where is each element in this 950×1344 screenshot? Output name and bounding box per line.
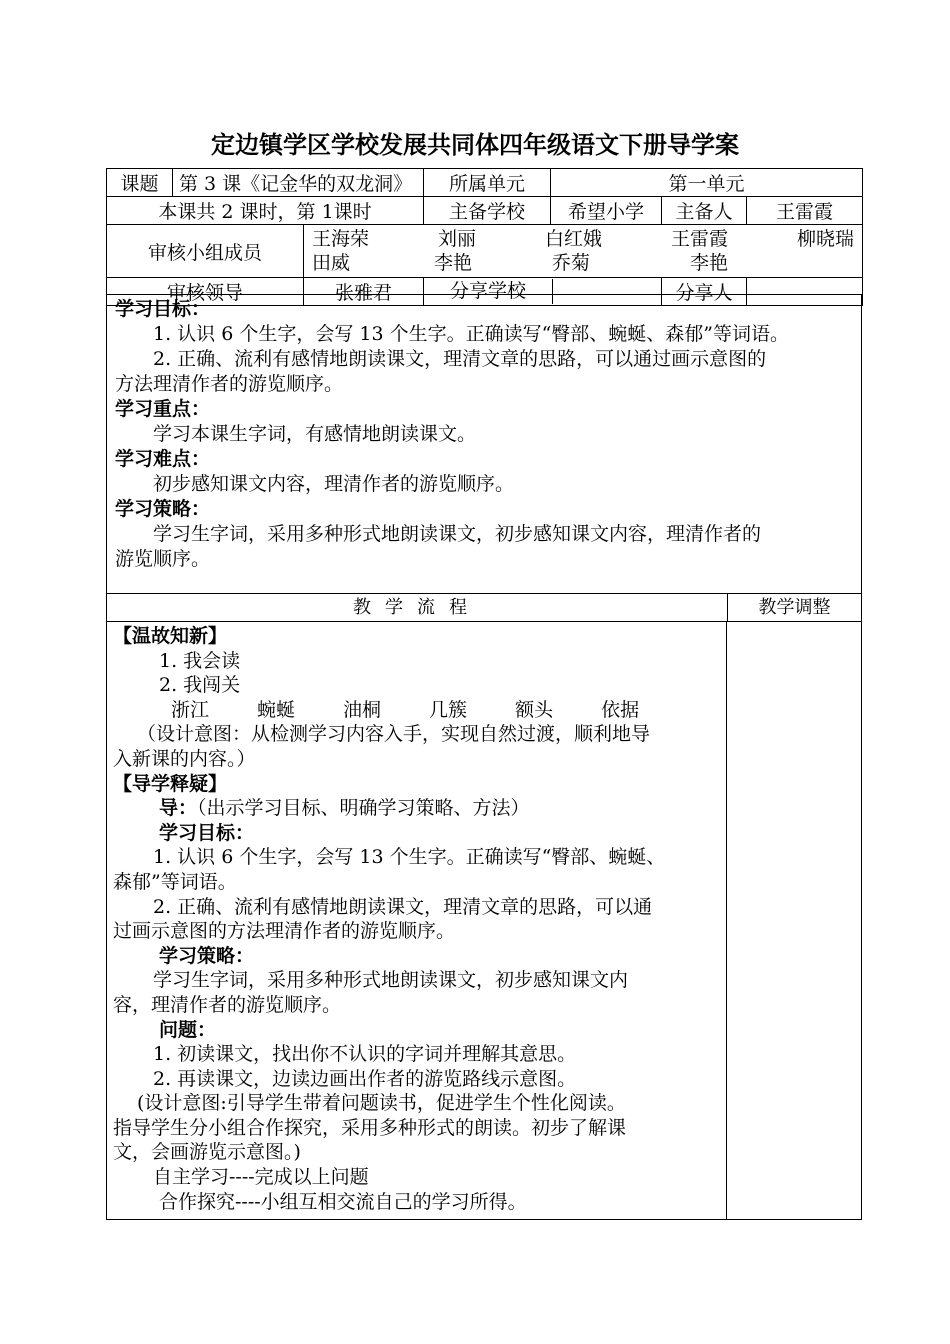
key-points-text: 学习本课生字词，有感情地朗读课文。 xyxy=(153,423,477,445)
guide-line xyxy=(113,796,720,821)
school-value: 希望小学 xyxy=(551,197,662,225)
unit-value: 第一单元 xyxy=(551,169,863,197)
hours-text: 本课共 2 课时，第 1课时 xyxy=(107,197,424,225)
guide-heading: 【导学释疑】 xyxy=(113,772,228,795)
preparer-value: 王雷霞 xyxy=(747,197,863,225)
school-label: 主备学校 xyxy=(424,197,551,225)
vocab-word: 油桐 xyxy=(343,698,382,721)
share-school-label: 分享学校 xyxy=(424,279,553,304)
guide-prefix: 导： xyxy=(159,797,198,820)
goal-1: 1. 认识 6 个生字，会写 13 个生字。正确读写“臀部、蜿蜒、森郁”等词语。 xyxy=(153,323,790,345)
teaching-process-content xyxy=(107,622,727,1219)
flow-goal-1-line-2: 森郁”等词语。 xyxy=(113,870,237,893)
teaching-adjust-header: 教学调整 xyxy=(758,597,831,618)
goals-heading: 学习目标： xyxy=(115,298,211,320)
review-item-2: 2. 我闯关 xyxy=(159,674,241,697)
teaching-process-header: 教学流程 xyxy=(107,594,728,621)
member-name: 田威 xyxy=(312,252,351,274)
vocab-word: 额头 xyxy=(515,698,554,721)
member-name: 乔菊 xyxy=(552,252,591,274)
design-intent-2-line-3: 文，会画游览示意图。) xyxy=(113,1141,301,1164)
difficulty-heading: 学习难点： xyxy=(115,448,211,470)
flow-strategy-line-1: 学习生字词，采用多种形式地朗读课文，初步感知课文内 xyxy=(153,969,629,992)
design-intent-2-line-1: (设计意图:引导学生带着问题读书，促进学生个性化阅读。 xyxy=(137,1092,626,1115)
vocab-word: 蜿蜒 xyxy=(257,698,296,721)
design-intent-1-line-2: 入新课的内容。） xyxy=(113,747,256,770)
members-row-2 xyxy=(312,251,854,275)
flow-strategy-line-2: 容，理清作者的游览顺序。 xyxy=(113,993,342,1016)
sharer-label: 分享人 xyxy=(662,278,747,306)
members-row-1 xyxy=(312,227,854,251)
strategy-line-2: 游览顺序。 xyxy=(115,548,211,570)
member-name: 李艳 xyxy=(434,252,473,274)
question-heading: 问题： xyxy=(159,1018,217,1041)
review-heading: 【温故知新】 xyxy=(113,625,228,647)
goal-2-line-1: 2. 正确、流利有感情地朗读课文，理清文章的思路，可以通过画示意图的 xyxy=(153,348,767,370)
flow-goal-2-line-1: 2. 正确、流利有感情地朗读课文，理清文章的思路，可以通 xyxy=(153,895,653,918)
goal-2-line-2: 方法理清作者的游览顺序。 xyxy=(115,373,344,395)
member-name: 柳晓瑞 xyxy=(797,228,855,250)
guide-text: （出示学习目标、明确学习策略、方法） xyxy=(197,797,530,820)
difficulty-text: 初步感知课文内容，理清作者的游览顺序。 xyxy=(153,473,515,495)
review-group-label: 审核小组成员 xyxy=(107,225,304,278)
preparer-label: 主备人 xyxy=(662,197,747,225)
vocab-word: 浙江 xyxy=(171,698,210,721)
flow-goal-2-line-2: 过画示意图的方法理清作者的游览顺序。 xyxy=(113,920,456,943)
cooperative-text: 合作探究----小组互相交流自己的学习所得。 xyxy=(159,1190,527,1213)
design-intent-2-line-2: 指导学生分小组合作探究，采用多种形式的朗读。初步了解课 xyxy=(113,1116,627,1139)
design-intent-1-line-1: （设计意图：从检测学习内容入手，实现自然过渡，顺利地导 xyxy=(137,723,651,746)
key-points-heading: 学习重点： xyxy=(115,398,211,420)
strategy-line-1: 学习生字词，采用多种形式地朗读课文，初步感知课文内容，理清作者的 xyxy=(153,523,762,545)
flow-strategy-heading: 学习策略： xyxy=(159,944,255,967)
self-study-text: 自主学习----完成以上问题 xyxy=(153,1166,369,1189)
member-name: 王海荣 xyxy=(312,228,370,250)
review-group-members xyxy=(304,225,863,278)
strategy-heading: 学习策略： xyxy=(115,498,211,520)
flow-goals-heading: 学习目标： xyxy=(159,821,255,844)
review-leader-value: 张雅君 xyxy=(304,278,424,306)
header-table xyxy=(106,168,863,306)
member-name: 王雷霞 xyxy=(671,228,729,250)
flow-header-row xyxy=(107,594,861,622)
review-leader-label: 审核领导 xyxy=(107,278,304,306)
learning-goals-section xyxy=(106,294,862,594)
vocab-word: 依据 xyxy=(601,698,640,721)
document-title: 定边镇学区学校发展共同体四年级语文下册导学案 xyxy=(211,131,739,159)
lesson-label: 课题 xyxy=(107,169,173,197)
member-name: 刘丽 xyxy=(438,228,477,250)
question-1: 1. 初读课文，找出你不认识的字词并理解其意思。 xyxy=(153,1043,577,1066)
vocab-word: 几簇 xyxy=(429,698,468,721)
member-name: 白红娥 xyxy=(545,228,603,250)
question-2: 2. 再读课文，边读边画出作者的游览路线示意图。 xyxy=(153,1067,577,1090)
member-name: 李艳 xyxy=(690,252,729,274)
flow-goal-1-line-1: 1. 认识 6 个生字，会写 13 个生字。正确读写“臀部、蜿蜒、 xyxy=(153,846,666,869)
lesson-value: 第 3 课《记金华的双龙洞》 xyxy=(173,169,424,197)
review-item-1: 1. 我会读 xyxy=(159,649,241,672)
vocab-word-list xyxy=(113,698,720,723)
teaching-flow-table xyxy=(106,594,862,1220)
unit-label: 所属单元 xyxy=(424,169,551,197)
